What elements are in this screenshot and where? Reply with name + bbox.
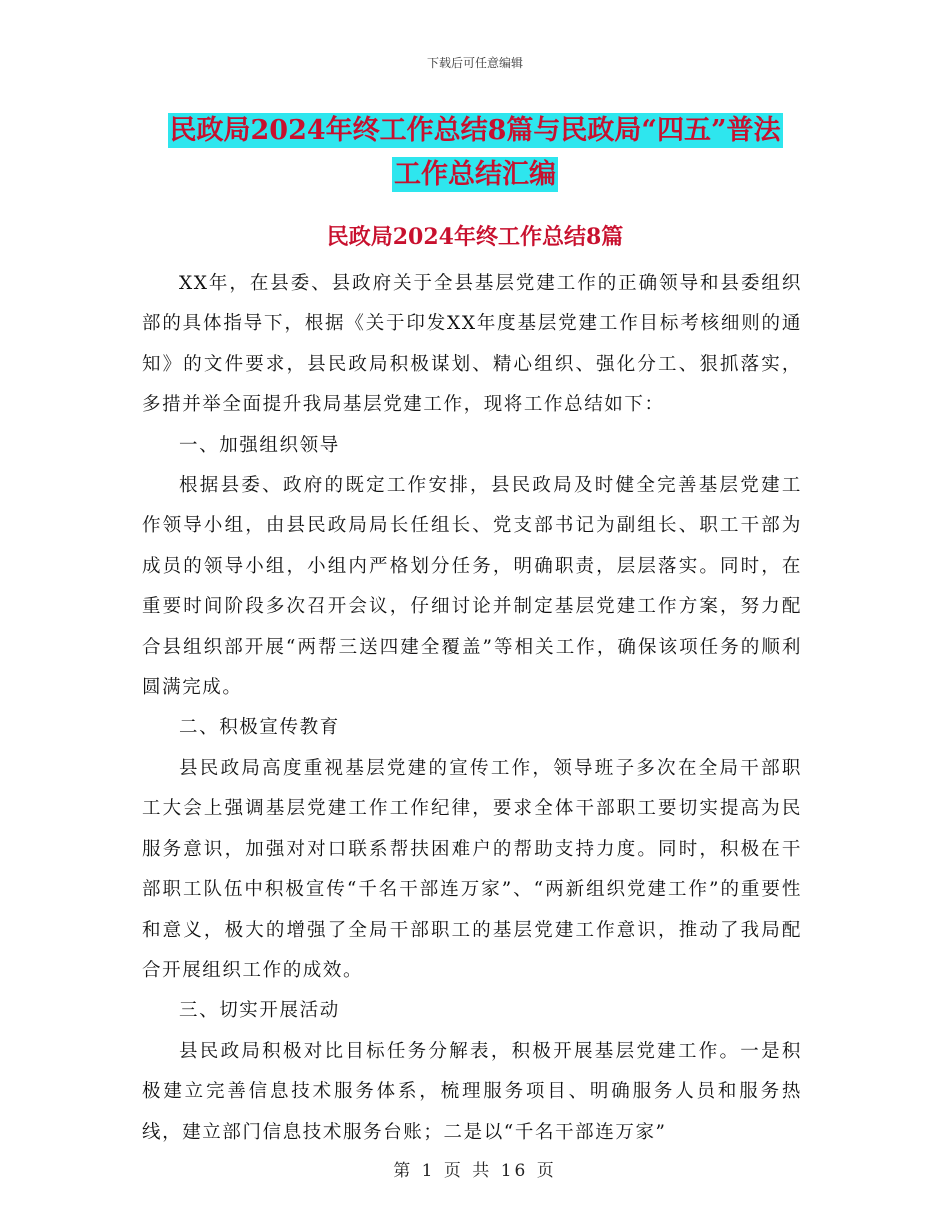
paragraph-1: 根据县委、政府的既定工作安排，县民政局及时健全完善基层党建工作领导小组，由县民政局局长任组长、党支部书记为副组长、职工干部为成员的领导小组，小组内严格划分任务，明确职责，层层落实。同时，在重要时间阶段多次召开会议，仔细讨论并制定基层党建工作方案，努力配合县组织部开展“两帮三送四建全覆盖”等相关工作，确保该项任务的顺利圆满完成。 [142,475,802,699]
heading-2: 二、积极宣传教育 [179,717,340,739]
paragraph-intro: XX年，在县委、县政府关于全县基层党建工作的正确领导和县委组织部的具体指导下，根据《关于印发XX年度基层党建工作目标考核细则的通知》的文件要求，县民政局积极谋划、精心组织、强化分工、狠抓落实，多措并举全面提升我局基层党建工作，现将工作总结如下： [142,273,802,416]
document-title-line-1 [0,112,950,150]
document-title-line-2 [0,156,950,194]
paragraph-2: 县民政局高度重视基层党建的宣传工作，领导班子多次在全局干部职工大会上强调基层党建工作工作纪律，要求全体干部职工要切实提高为民服务意识，加强对对口联系帮扶困难户的帮助支持力度。同时，积极在干部职工队伍中积极宣传“千名干部连万家”、“两新组织党建工作”的重要性和意义，极大的增强了全局干部职工的基层党建工作意识，推动了我局配合开展组织工作的成效。 [142,757,802,981]
document-body [142,264,802,1153]
heading-3: 三、切实开展活动 [179,1000,340,1022]
header-note: 下载后可任意编辑 [426,56,523,70]
title-highlight-1: 民政局2024年终工作总结8篇与民政局“四五”普法 [169,115,781,146]
paragraph-3: 县民政局积极对比目标任务分解表，积极开展基层党建工作。一是积极建立完善信息技术服务体系，梳理服务项目、明确服务人员和服务热线，建立部门信息技术服务台账；二是以“千名干部连万家” [142,1040,802,1143]
heading-1: 一、加强组织领导 [179,434,340,456]
section-title: 民政局2024年终工作总结8篇 [326,224,624,250]
page-footer: 第 1 页 共 16 页 [393,1161,557,1181]
title-highlight-2: 工作总结汇编 [394,159,556,190]
